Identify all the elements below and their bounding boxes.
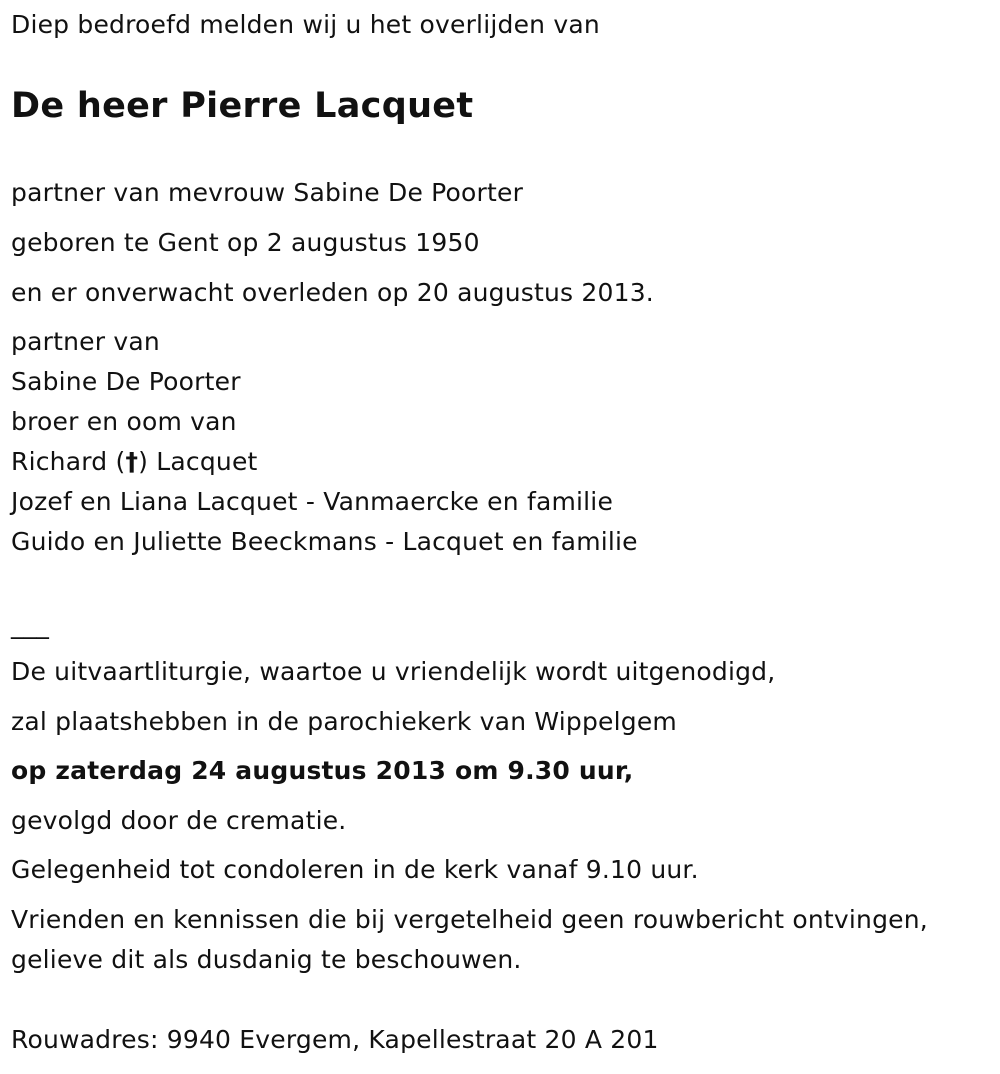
richard-after: ) Lacquet — [138, 447, 258, 476]
death-line: en er onverwacht overleden op 20 augustus 2013. — [11, 278, 654, 307]
birth-line: geboren te Gent op 2 augustus 1950 — [11, 228, 480, 257]
condolences-line: Gelegenheid tot condoleren in de kerk vanaf 9.10 uur. — [11, 855, 699, 884]
family-partner-name: Sabine De Poorter — [11, 367, 241, 396]
richard-before: Richard ( — [11, 447, 126, 476]
family-jozef: Jozef en Liana Lacquet - Vanmaercke en familie — [11, 487, 614, 516]
family-partner-label: partner van — [11, 327, 160, 356]
mourning-address: Rouwadres: 9940 Evergem, Kapellestraat 20 A 201 — [11, 1025, 659, 1054]
deceased-name: De heer Pierre Lacquet — [11, 86, 474, 126]
family-richard — [11, 447, 258, 477]
funeral-line-2: zal plaatshebben in de parochiekerk van Wippelgem — [11, 707, 677, 736]
funeral-line-3: gevolgd door de crematie. — [11, 806, 347, 835]
notice-line-1: Vrienden en kennissen die bij vergetelheid geen rouwbericht ontvingen, — [11, 905, 928, 934]
partner-line: partner van mevrouw Sabine De Poorter — [11, 178, 524, 207]
family-guido: Guido en Juliette Beeckmans - Lacquet en familie — [11, 527, 638, 556]
separator: ___ — [11, 610, 50, 639]
family-sibling-label: broer en oom van — [11, 407, 237, 436]
intro-text: Diep bedroefd melden wij u het overlijden van — [11, 10, 600, 39]
funeral-date: op zaterdag 24 augustus 2013 om 9.30 uur, — [11, 756, 634, 785]
funeral-line-1: De uitvaartliturgie, waartoe u vriendelijk wordt uitgenodigd, — [11, 657, 776, 686]
notice-line-2: gelieve dit als dusdanig te beschouwen. — [11, 945, 522, 974]
cross-icon: † — [125, 447, 139, 476]
